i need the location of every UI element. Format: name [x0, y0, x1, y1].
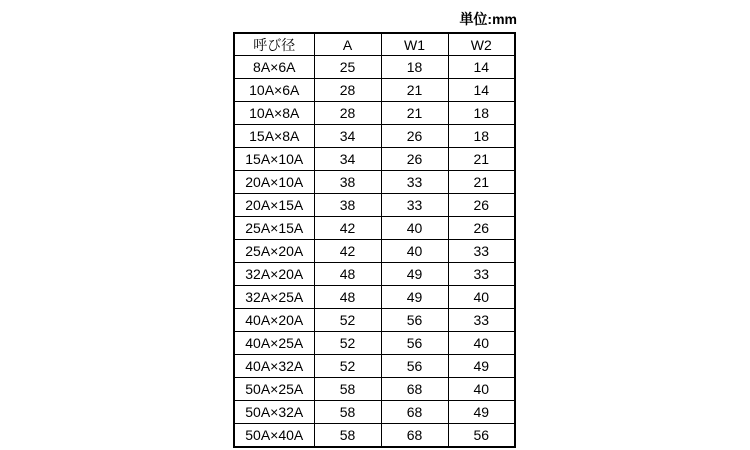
cell-w2: 18: [448, 125, 515, 148]
cell-w1: 18: [381, 56, 448, 79]
cell-nominal-size: 25A×15A: [234, 217, 314, 240]
cell-nominal-size: 15A×10A: [234, 148, 314, 171]
table-body: [234, 56, 515, 448]
cell-w2: 26: [448, 217, 515, 240]
cell-a: 52: [314, 309, 381, 332]
cell-w2: 14: [448, 56, 515, 79]
cell-a: 52: [314, 332, 381, 355]
header-w2: W2: [448, 33, 515, 56]
cell-w2: 49: [448, 401, 515, 424]
cell-w2: 14: [448, 79, 515, 102]
table-row: [234, 79, 515, 102]
table-row: [234, 378, 515, 401]
cell-w2: 40: [448, 286, 515, 309]
table-row: [234, 286, 515, 309]
cell-w2: 26: [448, 194, 515, 217]
cell-a: 28: [314, 102, 381, 125]
cell-a: 38: [314, 171, 381, 194]
header-nominal-size: 呼び径: [234, 33, 314, 56]
cell-nominal-size: 10A×6A: [234, 79, 314, 102]
cell-nominal-size: 15A×8A: [234, 125, 314, 148]
cell-a: 42: [314, 240, 381, 263]
cell-w1: 56: [381, 332, 448, 355]
cell-w1: 56: [381, 309, 448, 332]
table-header-row: [234, 33, 515, 56]
header-a: A: [314, 33, 381, 56]
cell-nominal-size: 50A×25A: [234, 378, 314, 401]
cell-w2: 56: [448, 424, 515, 448]
cell-w1: 21: [381, 102, 448, 125]
cell-w1: 21: [381, 79, 448, 102]
cell-w1: 68: [381, 424, 448, 448]
table-row: [234, 332, 515, 355]
cell-nominal-size: 10A×8A: [234, 102, 314, 125]
cell-nominal-size: 50A×40A: [234, 424, 314, 448]
cell-nominal-size: 32A×20A: [234, 263, 314, 286]
cell-nominal-size: 40A×20A: [234, 309, 314, 332]
cell-a: 42: [314, 217, 381, 240]
cell-w1: 68: [381, 401, 448, 424]
cell-w2: 49: [448, 355, 515, 378]
cell-w1: 49: [381, 263, 448, 286]
cell-a: 34: [314, 148, 381, 171]
cell-w2: 33: [448, 309, 515, 332]
table-row: [234, 102, 515, 125]
table-row: [234, 194, 515, 217]
table-row: [234, 355, 515, 378]
table-row: [234, 171, 515, 194]
cell-w1: 26: [381, 125, 448, 148]
cell-a: 34: [314, 125, 381, 148]
cell-a: 48: [314, 263, 381, 286]
cell-nominal-size: 20A×10A: [234, 171, 314, 194]
cell-w2: 33: [448, 263, 515, 286]
cell-nominal-size: 32A×25A: [234, 286, 314, 309]
cell-w1: 68: [381, 378, 448, 401]
table-row: [234, 309, 515, 332]
cell-a: 28: [314, 79, 381, 102]
cell-w2: 18: [448, 102, 515, 125]
cell-a: 52: [314, 355, 381, 378]
cell-w1: 56: [381, 355, 448, 378]
cell-w2: 21: [448, 171, 515, 194]
cell-w1: 40: [381, 217, 448, 240]
table-row: [234, 217, 515, 240]
cell-w1: 49: [381, 286, 448, 309]
cell-nominal-size: 20A×15A: [234, 194, 314, 217]
header-w1: W1: [381, 33, 448, 56]
cell-w2: 33: [448, 240, 515, 263]
unit-label: 単位:mm: [459, 11, 517, 27]
cell-w1: 40: [381, 240, 448, 263]
table-row: [234, 125, 515, 148]
cell-w2: 40: [448, 332, 515, 355]
cell-w1: 26: [381, 148, 448, 171]
cell-a: 25: [314, 56, 381, 79]
cell-a: 58: [314, 401, 381, 424]
table-row: [234, 401, 515, 424]
cell-a: 58: [314, 378, 381, 401]
cell-nominal-size: 40A×32A: [234, 355, 314, 378]
table-row: [234, 424, 515, 448]
cell-w1: 33: [381, 171, 448, 194]
cell-a: 38: [314, 194, 381, 217]
cell-nominal-size: 40A×25A: [234, 332, 314, 355]
cell-nominal-size: 8A×6A: [234, 56, 314, 79]
cell-w1: 33: [381, 194, 448, 217]
table-row: [234, 240, 515, 263]
table-row: [234, 148, 515, 171]
cell-w2: 21: [448, 148, 515, 171]
table-row: [234, 56, 515, 79]
cell-a: 48: [314, 286, 381, 309]
cell-a: 58: [314, 424, 381, 448]
dimension-table: [233, 32, 516, 448]
cell-w2: 40: [448, 378, 515, 401]
cell-nominal-size: 50A×32A: [234, 401, 314, 424]
cell-nominal-size: 25A×20A: [234, 240, 314, 263]
table-row: [234, 263, 515, 286]
